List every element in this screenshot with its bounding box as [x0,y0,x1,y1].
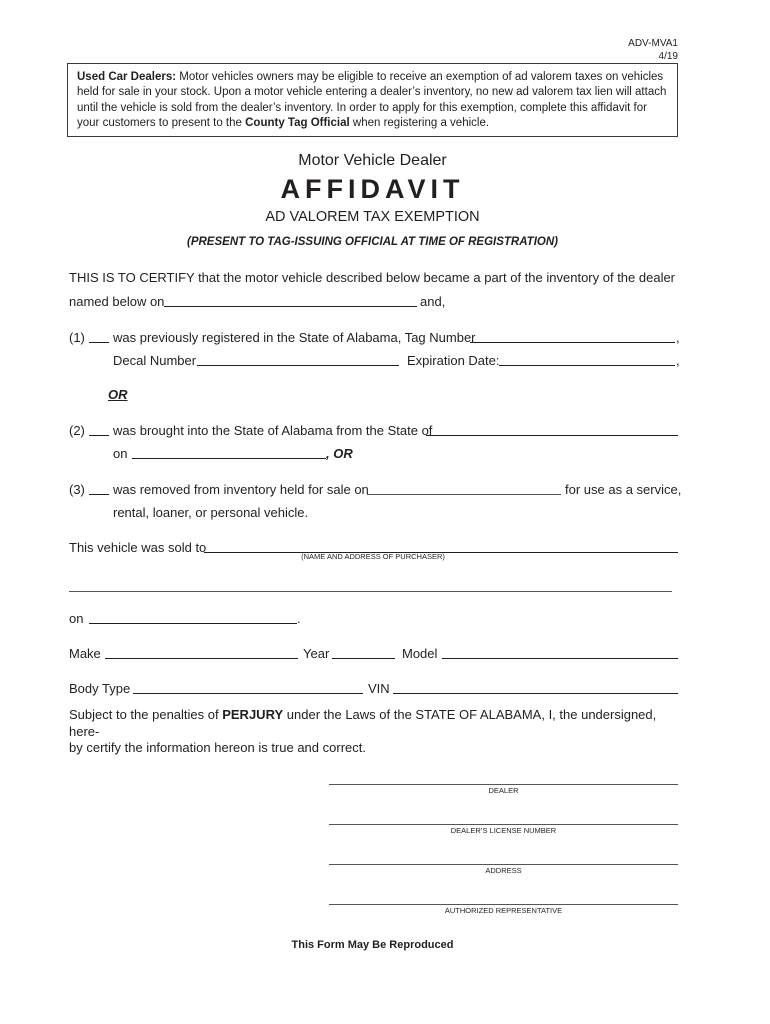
option-3-text-after: for use as a service, [565,482,682,497]
body-type-label: Body Type [69,681,131,696]
representative-field[interactable] [329,904,678,905]
body-type-field[interactable] [133,693,363,694]
title-exemption: AD VALOREM TAX EXEMPTION [265,209,480,225]
model-field[interactable] [442,658,678,659]
title-instruction: (PRESENT TO TAG-ISSUING OFFICIAL AT TIME OF REGISTRATION) [187,236,558,248]
option-1-comma: , [676,330,680,345]
option-2-or-text: , OR [326,446,353,461]
reproduce-footer: This Form May Be Reproduced [291,939,454,951]
expiration-date-label: Expiration Date: [407,353,500,368]
dealer-notice-box [67,63,678,137]
notice-lead: Used Car Dealers: [77,71,177,83]
perjury-text-1: Subject to the penalties of [69,707,223,722]
notice-bold-term: County Tag Official [245,116,350,129]
sold-period: . [297,611,301,626]
license-caption: DEALER’S LICENSE NUMBER [450,826,557,835]
option-1-check[interactable] [89,342,109,343]
make-field[interactable] [105,658,298,659]
notice-text-1: Motor vehicles owners may be eligible to receive an exemption of ad valorem taxes on vehicles held for sale in your stock. Upon a motor vehicle entering a dealer’s inventory, no new ad valorem tax lien will attach until the vehicle is sold from the dealer’s inventory. In order to apply for this exemption, complete this affidavit for your customers to present to the [77,71,667,129]
perjury-statement [69,707,679,757]
option-1-text: was previously registered in the State of Alabama, Tag Number [113,330,476,345]
option-3-line-2: rental, loaner, or personal vehicle. [113,505,309,520]
dealer-caption: DEALER [488,786,519,795]
decal-number-label: Decal Number [113,353,197,368]
purchaser-caption: (NAME AND ADDRESS OF PURCHASER) [301,552,445,561]
vin-field[interactable] [393,693,678,694]
notice-text-2: when registering a vehicle. [349,116,490,129]
perjury-bold: PERJURY [222,707,284,722]
address-caption: ADDRESS [485,866,522,875]
inventory-date-field[interactable] [164,306,417,307]
or-separator: OR [108,387,128,402]
option-1-comma-2: , [676,353,680,368]
vin-label: VIN [368,681,390,696]
option-2-or [326,446,353,461]
option-1-number: (1) [69,330,85,345]
address-field[interactable] [329,864,678,865]
perjury-text-2: under the Laws of the STATE OF ALABAMA, I, the undersigned, here- [69,707,657,739]
option-2-number: (2) [69,423,85,438]
certify-named-below: named below on [69,294,165,309]
sold-date-field[interactable] [89,623,297,624]
purchaser-address-field[interactable] [69,591,672,592]
perjury-line-2: by certify the information hereon is true and correct. [69,740,366,755]
certify-and: and, [420,294,446,309]
form-number: ADV-MVA1 [628,38,678,49]
sold-on-label: on [69,611,84,626]
option-3-number: (3) [69,482,85,497]
year-field[interactable] [332,658,395,659]
year-label: Year [303,646,330,661]
option-3-check[interactable] [89,494,109,495]
option-3-text: was removed from inventory held for sale on [113,482,369,497]
expiration-date-field[interactable] [499,365,675,366]
decal-number-field[interactable] [197,365,399,366]
origin-state-field[interactable] [426,435,678,436]
certify-line-1: THIS IS TO CERTIFY that the motor vehicle described below became a part of the inventory of the dealer [69,270,676,285]
option-2-on-label: on [113,446,128,461]
brought-in-date-field[interactable] [132,458,326,459]
dealer-signature-field[interactable] [329,784,678,785]
removed-date-field[interactable] [367,494,561,495]
representative-caption: AUTHORIZED REPRESENTATIVE [444,906,563,915]
option-2-check[interactable] [89,435,109,436]
option-2-text: was brought into the State of Alabama from the State of [113,423,433,438]
form-revision: 4/19 [658,51,678,62]
make-label: Make [69,646,101,661]
model-label: Model [402,646,438,661]
title-dealer: Motor Vehicle Dealer [298,152,447,169]
license-number-field[interactable] [329,824,678,825]
title-affidavit: AFFIDAVIT [280,174,465,204]
tag-number-field[interactable] [470,342,675,343]
sold-to-label: This vehicle was sold to [69,540,207,555]
